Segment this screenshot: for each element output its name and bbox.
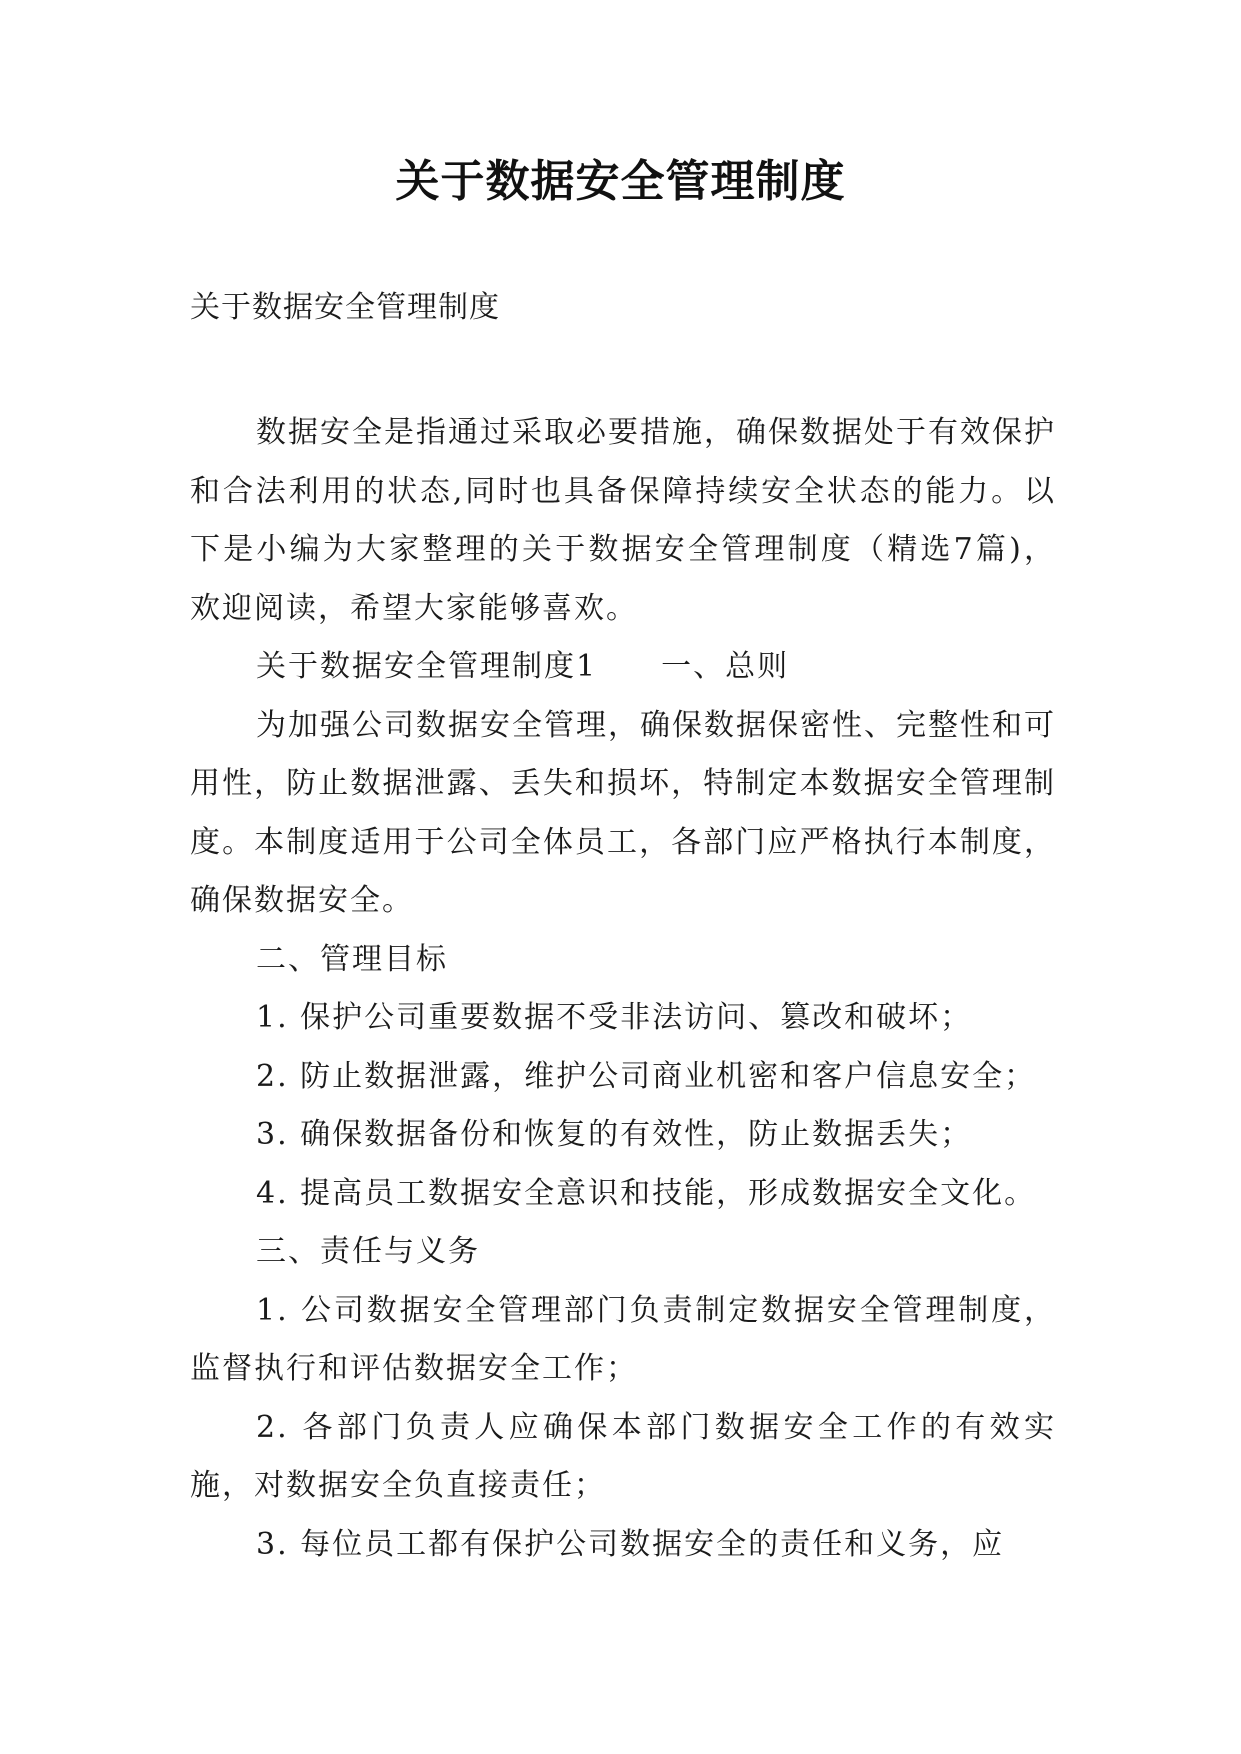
general-paragraph: 为加强公司数据安全管理，确保数据保密性、完整性和可用性，防止数据泄露、丢失和损坏，特制定本数据安全管理制度。本制度适用于公司全体员工，各部门应严格执行本制度，确保数据安全。 <box>190 707 1056 918</box>
intro-paragraph: 数据安全是指通过采取必要措施，确保数据处于有效保护和合法利用的状态,同时也具备保障持续安全状态的能力。以下是小编为大家整理的关于数据安全管理制度（精选7篇)，欢迎阅读，希望大家能够喜欢。 <box>190 415 1056 626</box>
goal-item: 4. 提高员工数据安全意识和技能，形成数据安全文化。 <box>256 1175 1037 1211</box>
section-heading: 关于数据安全管理制度1 <box>256 649 598 684</box>
duties-heading: 三、责任与义务 <box>256 1234 480 1269</box>
goals-heading: 二、管理目标 <box>256 941 448 977</box>
document-subtitle: 关于数据安全管理制度 <box>190 290 500 325</box>
goal-item: 1. 保护公司重要数据不受非法访问、篡改和破坏； <box>256 1000 973 1035</box>
document-body <box>190 404 1056 1574</box>
duty-item: 2. 各部门负责人应确保本部门数据安全工作的有效实施，对数据安全负直接责任； <box>190 1409 1056 1503</box>
duty-item: 1. 公司数据安全管理部门负责制定数据安全管理制度，监督执行和评估数据安全工作； <box>190 1292 1056 1386</box>
section-subheading: 一、总则 <box>661 649 790 684</box>
section-heading-line <box>190 638 1056 697</box>
document-title: 关于数据安全管理制度 <box>395 156 846 207</box>
goal-item: 3. 确保数据备份和恢复的有效性，防止数据丢失； <box>256 1117 973 1152</box>
duty-item: 3. 每位员工都有保护公司数据安全的责任和义务，应 <box>256 1526 1005 1562</box>
goal-item: 2. 防止数据泄露，维护公司商业机密和客户信息安全； <box>256 1058 1037 1094</box>
